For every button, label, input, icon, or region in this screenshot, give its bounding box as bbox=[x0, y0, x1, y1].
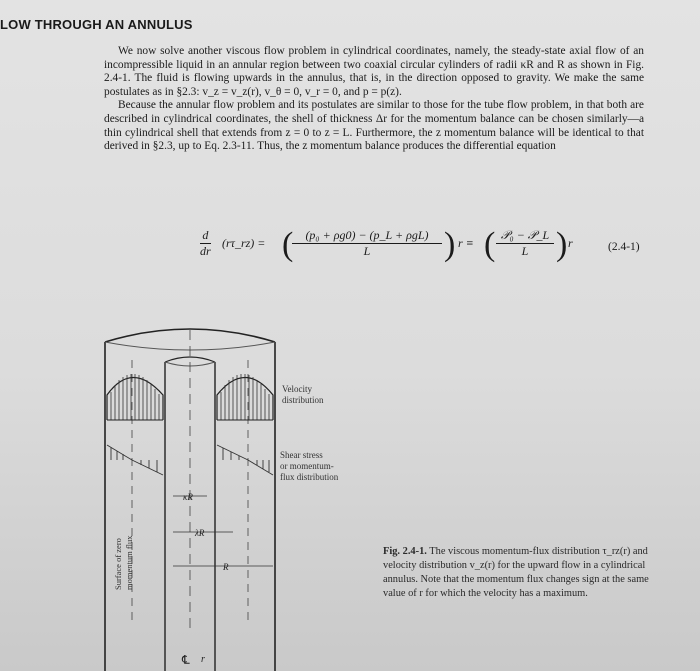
modified-pressure-fraction: 𝒫₀ − 𝒫_L L bbox=[496, 228, 554, 259]
tail-term: r bbox=[568, 236, 573, 250]
shear-stress-right bbox=[217, 445, 273, 475]
shear-stress-label: Shear stress or momentum- flux distribution bbox=[280, 450, 339, 482]
d-dr-operator: $\frac{d}{dr}$ bbox=[200, 228, 211, 258]
annulus-figure bbox=[95, 300, 385, 671]
caption-text: The viscous momentum-flux distribution τ_rz(r) and velocity distribution v_z(r) for the upward flow in a cylindrical annulus. Note that the momentum flux changes sign at the same value of r for which the velocity has a maximum. bbox=[383, 546, 649, 599]
R-label: R bbox=[223, 562, 229, 572]
equation-2-4-1 bbox=[200, 224, 660, 274]
centerline-symbol: ℄ bbox=[182, 653, 190, 667]
inner-rim-top bbox=[165, 357, 215, 362]
velocity-arrows-left bbox=[111, 374, 159, 420]
r-axis-label: r bbox=[201, 654, 205, 665]
paragraph-2: Because the annular flow problem and its postulates are similar to those for the tube flow problem, in that both are described in cylindrical coordinates, the shell of thickness Δr for the momentum balance can be chosen similarly—a thin cylindrical shell that extends from z = 0 to z = L. Furthermore, the z momentum balance will be identical to that derived in §2.3, up to Eq. 2.3-11. Thus, the z momentum balance produces the differential equation bbox=[104, 99, 644, 153]
paren-close-1: ) bbox=[444, 226, 456, 263]
svg-text:momentum flux: momentum flux bbox=[124, 535, 134, 590]
middle-term: r ≡ bbox=[458, 236, 474, 250]
section-heading: LOW THROUGH AN ANNULUS bbox=[0, 17, 193, 32]
velocity-arrows-right bbox=[221, 374, 269, 420]
paren-open-2: ( bbox=[484, 226, 496, 263]
caption-prefix: Fig. 2.4-1. bbox=[383, 546, 427, 557]
surface-zero-flux-label bbox=[113, 535, 134, 590]
shear-stress-left bbox=[107, 445, 163, 475]
lambdaR-label: λR bbox=[195, 528, 205, 538]
paren-close-2: ) bbox=[556, 226, 568, 263]
paragraph-1: We now solve another viscous flow problem in cylindrical coordinates, namely, the steady-state axial flow of an incompressible liquid in an annular region between two coaxial circular cylinders of radii κR and R as shown in Fig. 2.4-1. The fluid is flowing upwards in the annulus, that is, in the direction opposed to gravity. We make the same postulates as in §2.3: v_z = v_z(r), v_θ = 0, v_r = 0, and p = p(z). bbox=[104, 45, 644, 98]
kR-label: κR bbox=[183, 492, 193, 502]
lhs-term: (rτ_rz) = bbox=[222, 236, 266, 250]
velocity-label: Velocity distribution bbox=[282, 384, 324, 405]
body-text bbox=[104, 45, 644, 154]
pressure-fraction: (p₀ + ρg0) − (p_L + ρgL) L bbox=[292, 228, 442, 259]
figure-caption bbox=[383, 545, 663, 601]
paren-open-1: ( bbox=[282, 226, 294, 263]
equation-number: (2.4-1) bbox=[608, 241, 640, 253]
svg-text:Surface of zero: Surface of zero bbox=[113, 538, 123, 590]
